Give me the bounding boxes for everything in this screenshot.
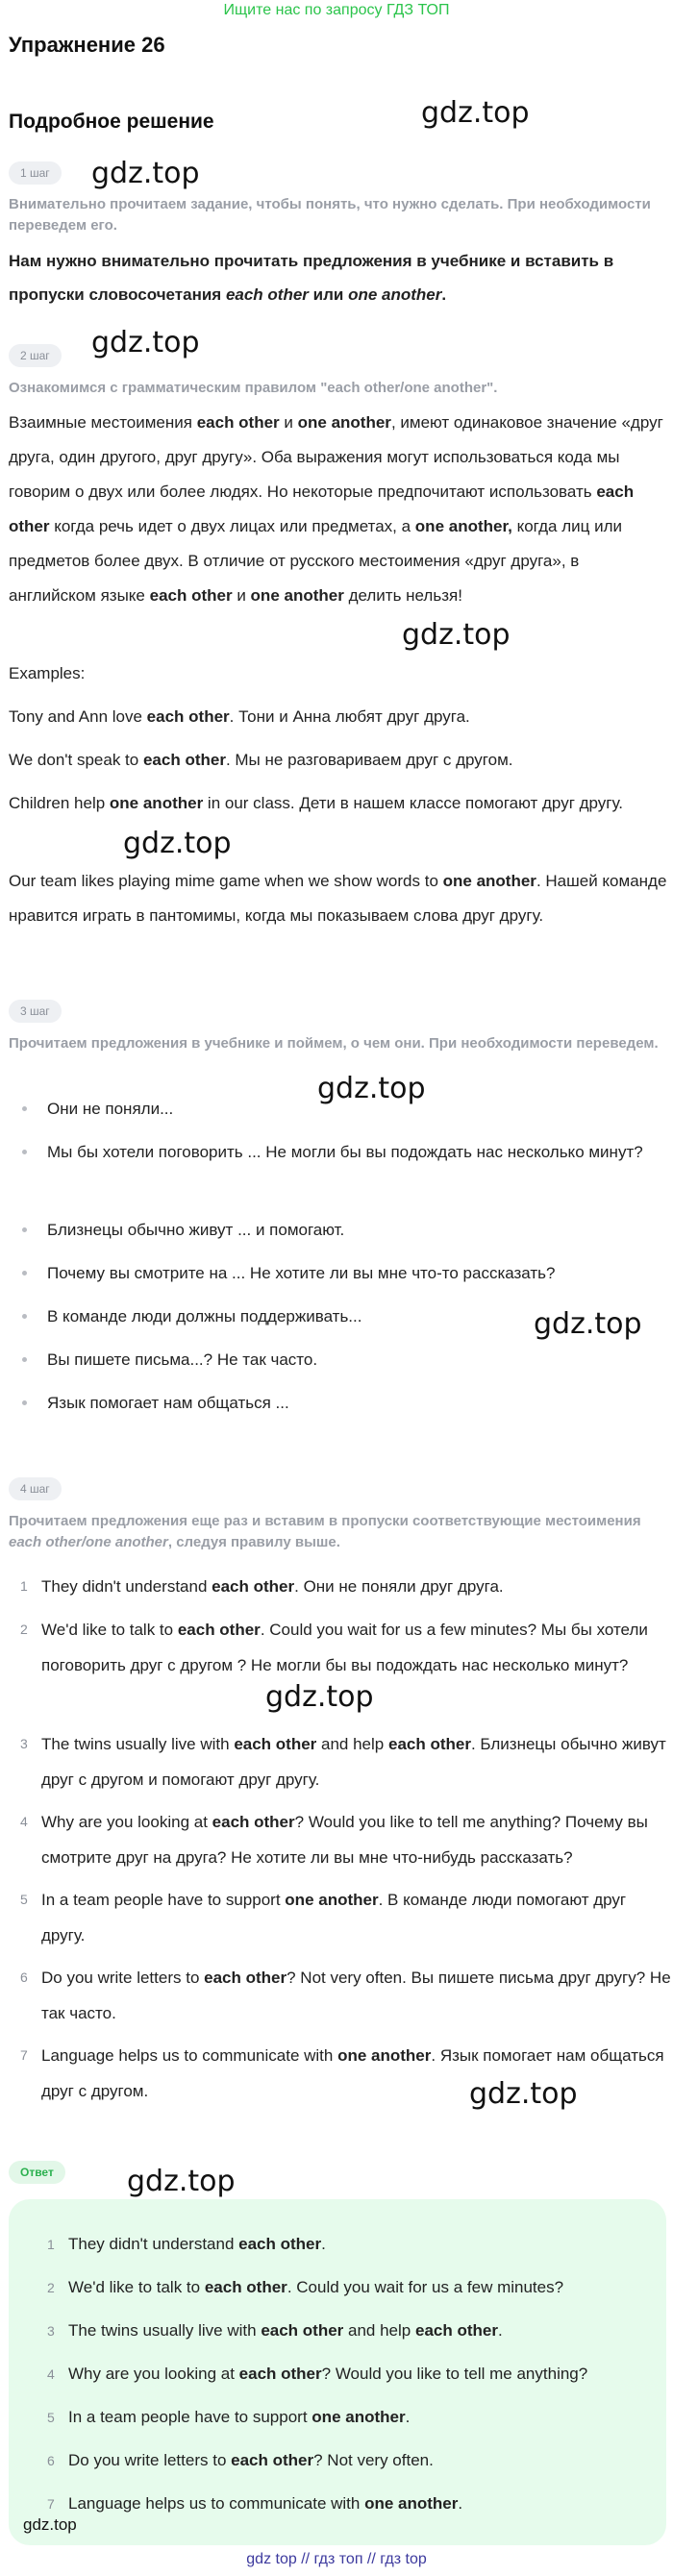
step-note: Прочитаем предложения в учебнике и поймем, о чем они. При необходимости переведем. [9,1035,659,1052]
watermark: gdz.top [534,1307,642,1341]
step-badge: 3 шаг [9,1000,62,1023]
page-title: Упражнение 26 [9,33,165,57]
step-badge: 1 шаг [9,161,62,185]
watermark: gdz.top [317,1072,426,1105]
bullet-icon [22,1271,27,1276]
watermark: gdz.top [23,2515,77,2534]
watermark: gdz.top [402,618,511,652]
bullet-icon [22,1357,27,1362]
bullet-icon [22,1150,27,1154]
answer-badge: Ответ [9,2161,65,2184]
step-note: Внимательно прочитаем задание, чтобы понять, что нужно сделать. При необходимости переведем его. [9,196,651,234]
footer-links[interactable]: gdz top // гдз топ // гдз top [246,2551,427,2567]
watermark: gdz.top [127,2165,236,2198]
rule-paragraph: Взаимные местоимения each other и one another, имеют одинаковое значение «друг друга, один другого, друг другу». Оба выражения могут использоваться кода мы говорим о двух или более людях. Но некоторые предпочитают использовать each other когда речь идет о двух лицах или предметах, а one another, когда лиц или предметов более двух. В отличие от русского местоимения «друг друга», в английском языке each other и one another делить нельзя! [9,413,663,605]
section-subtitle: Подробное решение [9,111,214,133]
top-banner-link[interactable]: Ищите нас по запросу ГДЗ ТОП [223,2,450,18]
step-note: Ознакомимся с грамматическим правилом "each other/one another". [9,380,498,396]
bullet-icon [22,1400,27,1405]
step-note: Прочитаем предложения еще раз и вставим в пропуски соответствующие местоимения each other/one another, следуя правилу выше. [9,1513,641,1550]
watermark: gdz.top [469,2077,578,2111]
step-badge: 2 шаг [9,344,62,367]
bullet-icon [22,1227,27,1232]
watermark: gdz.top [421,96,530,130]
watermark: gdz.top [265,1680,374,1714]
example-line: Tony and Ann love each other. Тони и Анна любят друг друга. [9,707,470,726]
step-badge: 4 шаг [9,1477,62,1500]
watermark: gdz.top [91,157,200,190]
example-line: Children help one another in our class. Дети в нашем классе помогают друг другу. [9,794,624,812]
watermark: gdz.top [91,326,200,359]
watermark: gdz.top [123,827,232,860]
step-text: Нам нужно внимательно прочитать предложения в учебнике и вставить в пропуски словосочетания each other или one another. [9,252,614,304]
examples-label: Examples: [9,664,86,682]
example-line: We don't speak to each other. Мы не разговариваем друг с другом. [9,751,513,769]
example-line: Our team likes playing mime game when we show words to one another. Нашей команде нравится играть в пантомимы, когда мы показываем слова друг другу. [9,872,667,925]
bullet-icon [22,1106,27,1111]
bullet-icon [22,1314,27,1319]
